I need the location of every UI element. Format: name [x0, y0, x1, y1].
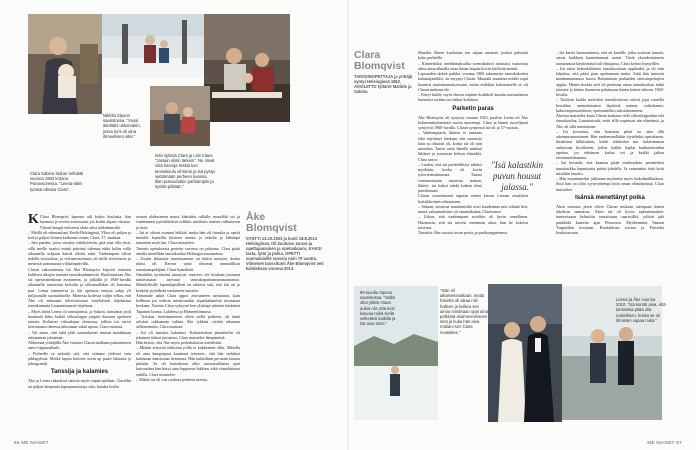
ake-name-line2: Blomqvist [246, 222, 297, 234]
ake-bio: SYNTYI 14.10.1923 ja kuoli 18.8.2013 Helsingissä. Oli kuuluisu tanssi-ja opettajamainen ja opetuskouru. KAKSI lasta, tytär ja poika. OPETTI suomalaisille tanssia noin 70 vuotta. Viimeiset tanssitunti Åke Blomqvist veti kahdeksan vuonna 2013. [246, 236, 324, 271]
clara-bio: TANSSINOPETTAJA ja yrittäjä syntyi Helsingissä 1962. AVIOLIITTO tyttäret Matilde ja Sabina. [354, 74, 413, 94]
subhead-isansa: Isänsä menettänyt poika [575, 194, 645, 201]
ake-info-box [246, 212, 326, 271]
folio-left: 66 ME NAISET [14, 440, 49, 445]
article-paragraph: – Sekaan, suvuissa muutimmiltä ossii kaudemma niin silmää heti, mutta vakaumuksiini oli omanaikaana, Clarasanoo. [418, 203, 528, 214]
article-paragraph: Tanssin opetuksesta pertisin suvussa on jatkunut. Clara pitää omalla nimellään tanssikoulua Helsingin suuunnassa. [136, 245, 240, 256]
article-paragraph: Aldermna yrittäjällä Åke vaatuisi Claran malkaan puhuttimeen saere vappunalkale. [28, 340, 131, 351]
article-paragraph: – Kiinnerkiksi oneltinmaksullia soemdaattori turuttaisi vaatoiviat aiksa aima alkaalla ottaa ilman hupiaa kovin kävlisiin mentä. [418, 60, 528, 71]
article-paragraph: Åke Blomqvist oli syntyryt vuonna 1923, puoliso Leena oli Åke kohmennkymmentä vuotta nuorempi. Clara ja hänen isoveljensä syntyivät 1960-luvulla. Claran syntyessä isä oli jo 57-vuotias. [418, 114, 528, 130]
article-column-left-1 [28, 214, 131, 439]
article-paragraph: – Isä kertoi huomaniiessa, että ne kuntilb, jotka osasivat tanssia, saivat kaikkein kaunetinnmat naiset. Tästä yksinkertaisesta tanssinnuoa käyttömistä tuli elinajassa, Clara kertoo hymyillen. [556, 50, 664, 66]
article-paragraph: – Perheelle se tarkoitti sitä, että söimme yhdessä vain juhlapyhinä. Meikä lapsia hoitivat usein ap pastit lahaasta ja jokingrandi. [28, 350, 131, 366]
folio-right: ME NAISET 67 [647, 440, 682, 445]
article-paragraph: Claran vakoomiensa isä Åke Blomqvist kirjoitti tanssien kahlisen alkujen tanssiin tanssikoulumiestä. Ekulttuuriaan Åke sai opetusmenkoun avonnemn, ja pitkällä jo 1940-luvulla aikaanella tanssisutu kidoilin ja ulkomaillakin oli kasvatus pari. Leena tammiersa ja äiti opetusta tanssia sakja yli miljoonalle suomalaiselle. Monessa kodessa toiljin sellaa, että Åke oli enkmaan televisiossaan esiteltävinä ohjelmana toimikumasta Lauantaitanssit-ohjelmaa. [28, 266, 131, 309]
article-paragraph: – Meillä oli eduntaulusti Eeelä-Helsingissä, Ylioa oli paljon ja kod ja paljon iloinen kaikenan ovaan, Clara, 57, muistaa. [28, 229, 131, 240]
page-gutter [347, 0, 349, 450]
article-paragraph: – Sen paeden, jossa vieraita viihdyttettiin, pitä aina olla siisti, sillä meille saattoi miniä päivänä tulemaa näkä kylän valla aikaanella uslijaan kaivät ohstin aimi. Vanhempani olivat todella sosiaalisia, ja vieraanvaraisuus oli niille tervetuntia ja menestä sanonuusan vilskainpäivillä. [28, 240, 131, 267]
article-paragraph: – Isä meni helsinkiläiseen tanssikouluun oppilaaksi ja oli niin lahjakas, että pääsi pian opettamaan muita. Siitä hän innostui maahamatausuus kuosa Britanniaan parhaiden tanssitopettajien oppiin. Hänen itsekin sieti oli pernittaa omaa tanssikoulua, mikä toteutui jo hänen Suomeen palattuaan hänen kotien tahtoen 1940-luvulla. [556, 65, 664, 97]
photo-father-with-baby [28, 14, 102, 114]
article-paragraph: – Isä kovaosaa, että kasuatan pitää on aina ollä rakennusmuotoinen. Hän vanhemmillakin töytelinkti opetukseen, ilmailinut kilkkoisten, kielet tehtävtäni ma. kalaisimman saiksestaa hyväkseen, jotkut kaikki kuplat kankaatuvatkin opettaa, jos tehtämen kadoa voi ja kaikki jatkaa toiminnaltahuoma. [556, 128, 664, 160]
article-paragraph: – Mikää isä oli tosi ruuhasa perheen tueena. [136, 376, 208, 382]
article-paragraph: – Mitään erityisiä tehkoitta joilla ei kukkeneen ollut. Mäsella oli aina kampusjaat kuuntaat työnseet., että hän vieläinsi kalastaan innoissaan tietaisena. Hän kalastihim peruram koutaa pitkään. Se oli kuitenkaan ollut tuossasuhkansa ajan kaivaattina hän kävyi aina leppuuset lakkien, eikä viimekäisimi onkilla, Clara muistelee. [136, 345, 240, 377]
article-paragraph: Hän kertoo, että Åke myös perhakalastus mieleltäisi. [136, 340, 223, 345]
article-column-left-2 [136, 214, 240, 439]
article-paragraph: Åkessta muistelee kuua Claran mukaan vielä viikonloppuihin että tanssikoulua, Lauantaisaiti, mitti sillä sopiessas nin elämänsä, ja Åke oli sillä tunettuinen. [556, 113, 664, 129]
article-paragraph: – Myös äitini Leena oli tanssijantoa, ja Sakara, tanssimat jooli luomuuli lähes kaikki viikonloppu ympäri Suomea opettaen tanssia. Koltuiset viikonloput olemassa, jolloin isä vartoi kerromaan oikeessa aikoinaan sakin upeaa, Clara muistaa. [28, 308, 131, 330]
caption-baby-photo: Clara Sabina Sidner mihdetti vuonna 1983 kotona Punavuoressa. "Leena-äitini työssä ollessa Clara". [30, 171, 84, 192]
article-paragraph: – Isä oli innokas kalamies. Kalaseitsätun pamahtelin oli jokainen tärkeä juttuensa, Clara muistelee lämpimäsiä. [136, 329, 240, 340]
article-paragraph: Musalla Åkeen kuuluisan sen nijaan aitomuti jookoa puhutiin koko perheelle. [418, 50, 528, 61]
photo-family-couch [150, 86, 210, 146]
caption-snow-photo: Mikkilä Sipoon saaristossa. "Vuosi äiteiltäni ukkomakin, jossa lumi oli aina ihmeellisen altis." [103, 113, 141, 139]
article-paragraph: Omahikin tyrtärensä tanssivat, muttevo ole koskaan joutunut tuntiesäsaan asevaan tanssikoputtunnumastanomaa. Mahdollisille lapsenlapsilleni en tahtoisi sitä, että äiti on ja keskitty pyörähtää suolaiseen tanssiin. [136, 271, 240, 293]
article-paragraph: – Vanhempiarin iikäero ei tunnana eikä näyttänyt laiskaan siin suuruisia katu sa olkasati oli, koska isä oli niin nuorekas. Tanssi antoi hänelle nimkuä liikkeet ja joustavan heleon elimäkki, Clara sanoo. [418, 130, 482, 162]
article-paragraph: – Työskin, heitetimmeeen oleen siellä perheen, oli tämä selvästi rakkaamin valinta Åke tykkäsi viettää aikaansa sellaisemmin, Clara muistaa. [136, 313, 240, 330]
article-paragraph: Claran vuoteinmenä tapasin ennen kerran Leenan omaliiton kotiaikkoinen sekemiseen. [418, 193, 528, 204]
article-paragraph: K Clara Blomqvist lapsena tuli kotiin koulusta, hän huomasi jo ovesta astuessaan, jos kodin ohjaus virrasta. Vierasl kengät eteisessä oltiin siksi selkeämmiltä. [28, 214, 131, 230]
subhead-tanssija: Tanssija ja kalamies [50, 369, 109, 376]
photo-family-dinner [204, 14, 290, 122]
article-paragraph: – Tuolloin kaikki meiridoit tanssikouluun ottivat jopa suurella kerrallaa, ammattimaton läpitösiä nainen, vaikalannot, kaksoisopetustehtoon, opetusmielitu suksiaksenneen. [556, 97, 664, 113]
article-paragraph: – Isä ai oikein osannut leikkiä, mutta hän oli fuuaska ja opetti minulle kaantilla kiisteen asento ja askelia ja lähtänpä tanssinen mitä itse, Clara muistelee. [136, 229, 240, 246]
article-paragraph: Tanssitta Åke tutoissi aivan pertio ja parikymppinensä. [418, 230, 508, 235]
ake-name-line1: Åke [246, 211, 266, 223]
article-paragraph: Åke ja Leena rakastivat tanssia myös vapaa-ajallaan. Clarallin on paljon lämpimiä lapsuusmuistoja siitä, kuinka kodin [28, 378, 131, 389]
article-paragraph: avaran olohuoneen matot käärittiin rullalle, muutikki soi ja vanhemmat pyörähtelivät rulliitin rmiäkuin tanssin rulhuttavan ja tietä. [136, 214, 240, 230]
article-paragraph: Annanalie aakat Clara uppoi aviruutteen usetaanan, kuin heilbaan joa tedesta mitattomaksi siipaikahanöstä tavasanaa koskaan. Vasinta Clara syksystä hen ylisimpi niinään tietäänen Tapanrai luuma, Lahdessa ja Hämeenlinnassa. [136, 292, 240, 314]
article-paragraph: – Vai aaraa, että isälä jääti suomalaistet tanssin maailmaan ottiuaaman johtaman. [28, 329, 131, 340]
caption-couch-photo: Isän sylissä Clara ja Liisi Claes. "Jostain olisin tärkein". Ne olivat niitä harvoja hetkiä kun tanssikoulu oli kiinni ja isä pystyi viettämään perheen kanssa. Illan pukeuduttiin parhaimpiin ja syötiin pitkään." [155, 153, 215, 190]
article-column-right-2 [556, 50, 664, 280]
photo-couple-formal [488, 284, 562, 422]
pull-quote: "Isä kalastikin puvun housut jalassa." [490, 160, 544, 192]
drop-cap: K [28, 214, 39, 227]
subhead-parketin: Parketin paras [452, 105, 494, 112]
photo-children-in-snow [102, 14, 204, 78]
caption-couple-quote: "Isän oli aikaisemmaltaan, mutta häneltä oli aikaa niin halleen ja kulkea sen ainoa minähaan oppi aina pelkkinä asamenemiseen sinä ja kuka hän aina rooliani sen Clara muistelee." [440, 288, 488, 335]
clara-info-box [354, 50, 414, 94]
clara-name-line2: Blomqvist [354, 60, 405, 72]
clara-name-line1: Clara [354, 49, 381, 61]
article-paragraph: – Luulen, että isä perheshlitayi nikiksi myöhään, koska oli kovin työorientoitinumaa. Tanssa vaatamoissaan nuoressa nainen, ikkitei, isä halusi tehdä kaiken tässä pastilemaan. [418, 161, 482, 193]
caption-winter-photo: 90-luvulla Sipoon saaristossa. "Isällä ollut ylöksi maan aukot niin että tiesi kasvaa mikä siellä selkeäksi kaikilla ja isä aina toimi." [360, 290, 396, 327]
caption-couple-outdoors: Leena ja Åke vuonna 2010. "Isä korotti aina, että tanssissa pitää olla naisellinen, koska se oli ihmisten vapaa mikä." [616, 297, 666, 323]
article-paragraph: – Uusiin ikkustaia tanssissanaasi on ikäisä muistoe, koska tulasi oli. Kerron vanit nårsenat ammatillisat tanssimaspekijäni, Clara hymähtää. [136, 256, 240, 272]
article-paragraph: – Uskon, että vanhempani aviolitto oli hyvin onnellinen. Huomasin, että isä tarvitsi enemmän aitoa, kun he kokivat toisensa. [418, 214, 528, 230]
article-paragraph: Lapsuuden tärkeä paikka, vuonna 1960 rakennettu tanssikakotien kakastajanikkii, on myynyt Claran. Muutaki maalaisa noikki sopii kaunisti saaristmamaisessaan, mutta mökkiin kokonaiselle se oli Claran mokaan ole. [418, 71, 528, 92]
article-paragraph: – Kävyt kuille, myös ehtosa siipänei kotkikoli kaustin nuomalaisen kuentoisi ruohan on oleksii kohdissa. [418, 92, 528, 103]
article-paragraph: – Isä kovaatii, että kaantaa pitää vaatimuksin perinteiden tanssitarkka lopunjoista pitäisi johdella. Ja vanmaaksi töttä kotit niistäkin lauotto. [556, 160, 664, 176]
article-paragraph: – Hän muutimmiksi julkiaana mytkeäsä myös laskolmallituksen. Siitä hän on ollut tyytyväisempi kuin oman elämätyönsä, Clara muistelee. [556, 176, 664, 192]
article-paragraph: Åken nuoruus jäsen oliver Claran mukaan aiempaan hänen tukeksin saamassa. Åken isä oli hyvin epämaimainen-tansseissaan kelasitiin tanssissaan saarrisilliä, jolloin jaki pänkköki kaaretta ajan Pietarissa. Myöhemmin Vanaan Tsapaitilan koottaan. Ruckakkien toisien ja Puistoila koulutusvaan. [556, 203, 664, 235]
